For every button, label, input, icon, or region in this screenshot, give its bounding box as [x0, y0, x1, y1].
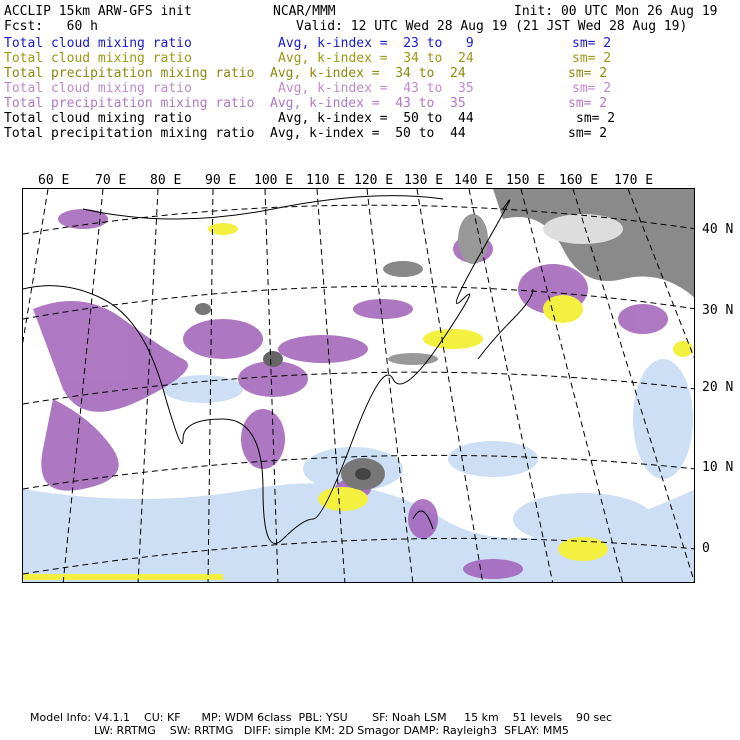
- legend-field-name: Total precipitation mixing ratio: [4, 66, 255, 81]
- legend-smoothing: sm= 2: [572, 51, 612, 66]
- legend-smoothing: sm= 2: [568, 66, 608, 81]
- legend-kindex: Avg, k-index = 34 to 24: [278, 51, 474, 66]
- organization-label: NCAR/MMM: [273, 4, 336, 19]
- model-info-line1: Model Info: V4.1.1 CU: KF MP: WDM 6class PBL: YSU SF: Noah LSM 15 km 51 levels 90 sec: [30, 711, 613, 724]
- legend-smoothing: sm= 2: [576, 111, 616, 126]
- lon-label: 110 E: [306, 173, 346, 188]
- legend-field-name: Total cloud mixing ratio: [4, 36, 192, 51]
- lon-label: 120 E: [354, 173, 394, 188]
- lon-label: 170 E: [614, 173, 654, 188]
- model-info-line2: LW: RRTMG SW: RRTMG DIFF: simple KM: 2D Smagor DAMP: Rayleigh3 SFLAY: MM5: [94, 724, 569, 737]
- legend-kindex: Avg, k-index = 43 to 35: [270, 96, 466, 111]
- legend-smoothing: sm= 2: [572, 36, 612, 51]
- init-time: Init: 00 UTC Mon 26 Aug 19: [514, 4, 718, 19]
- legend-kindex: Avg, k-index = 50 to 44: [270, 126, 466, 141]
- lon-label: 60 E: [38, 173, 70, 188]
- legend-field-name: Total cloud mixing ratio: [4, 81, 192, 96]
- legend-kindex: Avg, k-index = 23 to 9: [278, 36, 474, 51]
- lon-label: 130 E: [404, 173, 444, 188]
- lat-label: 40 N: [702, 222, 734, 237]
- lat-label: 10 N: [702, 460, 734, 475]
- lon-label: 90 E: [205, 173, 237, 188]
- valid-time: Valid: 12 UTC Wed 28 Aug 19 (21 JST Wed 28 Aug 19): [296, 19, 688, 34]
- lon-label: 70 E: [95, 173, 127, 188]
- legend-field-name: Total cloud mixing ratio: [4, 51, 192, 66]
- product-title: ACCLIP 15km ARW-GFS init: [4, 4, 192, 19]
- lon-label: 140 E: [454, 173, 494, 188]
- legend-smoothing: sm= 2: [568, 126, 608, 141]
- legend-kindex: Avg, k-index = 43 to 35: [278, 81, 474, 96]
- map-panel: [22, 188, 695, 583]
- legend-kindex: Avg, k-index = 34 to 24: [270, 66, 466, 81]
- legend-kindex: Avg, k-index = 50 to 44: [278, 111, 474, 126]
- legend-field-name: Total cloud mixing ratio: [4, 111, 192, 126]
- lat-label: 30 N: [702, 303, 734, 318]
- legend-field-name: Total precipitation mixing ratio: [4, 96, 255, 111]
- legend-smoothing: sm= 2: [568, 96, 608, 111]
- forecast-hour: Fcst: 60 h: [4, 19, 98, 34]
- map-canvas: [23, 189, 695, 583]
- lon-label: 160 E: [559, 173, 599, 188]
- lon-label: 80 E: [150, 173, 182, 188]
- lat-label: 0: [702, 541, 710, 556]
- legend-field-name: Total precipitation mixing ratio: [4, 126, 255, 141]
- legend-smoothing: sm= 2: [572, 81, 612, 96]
- lat-label: 20 N: [702, 380, 734, 395]
- lon-label: 150 E: [506, 173, 546, 188]
- lon-label: 100 E: [254, 173, 294, 188]
